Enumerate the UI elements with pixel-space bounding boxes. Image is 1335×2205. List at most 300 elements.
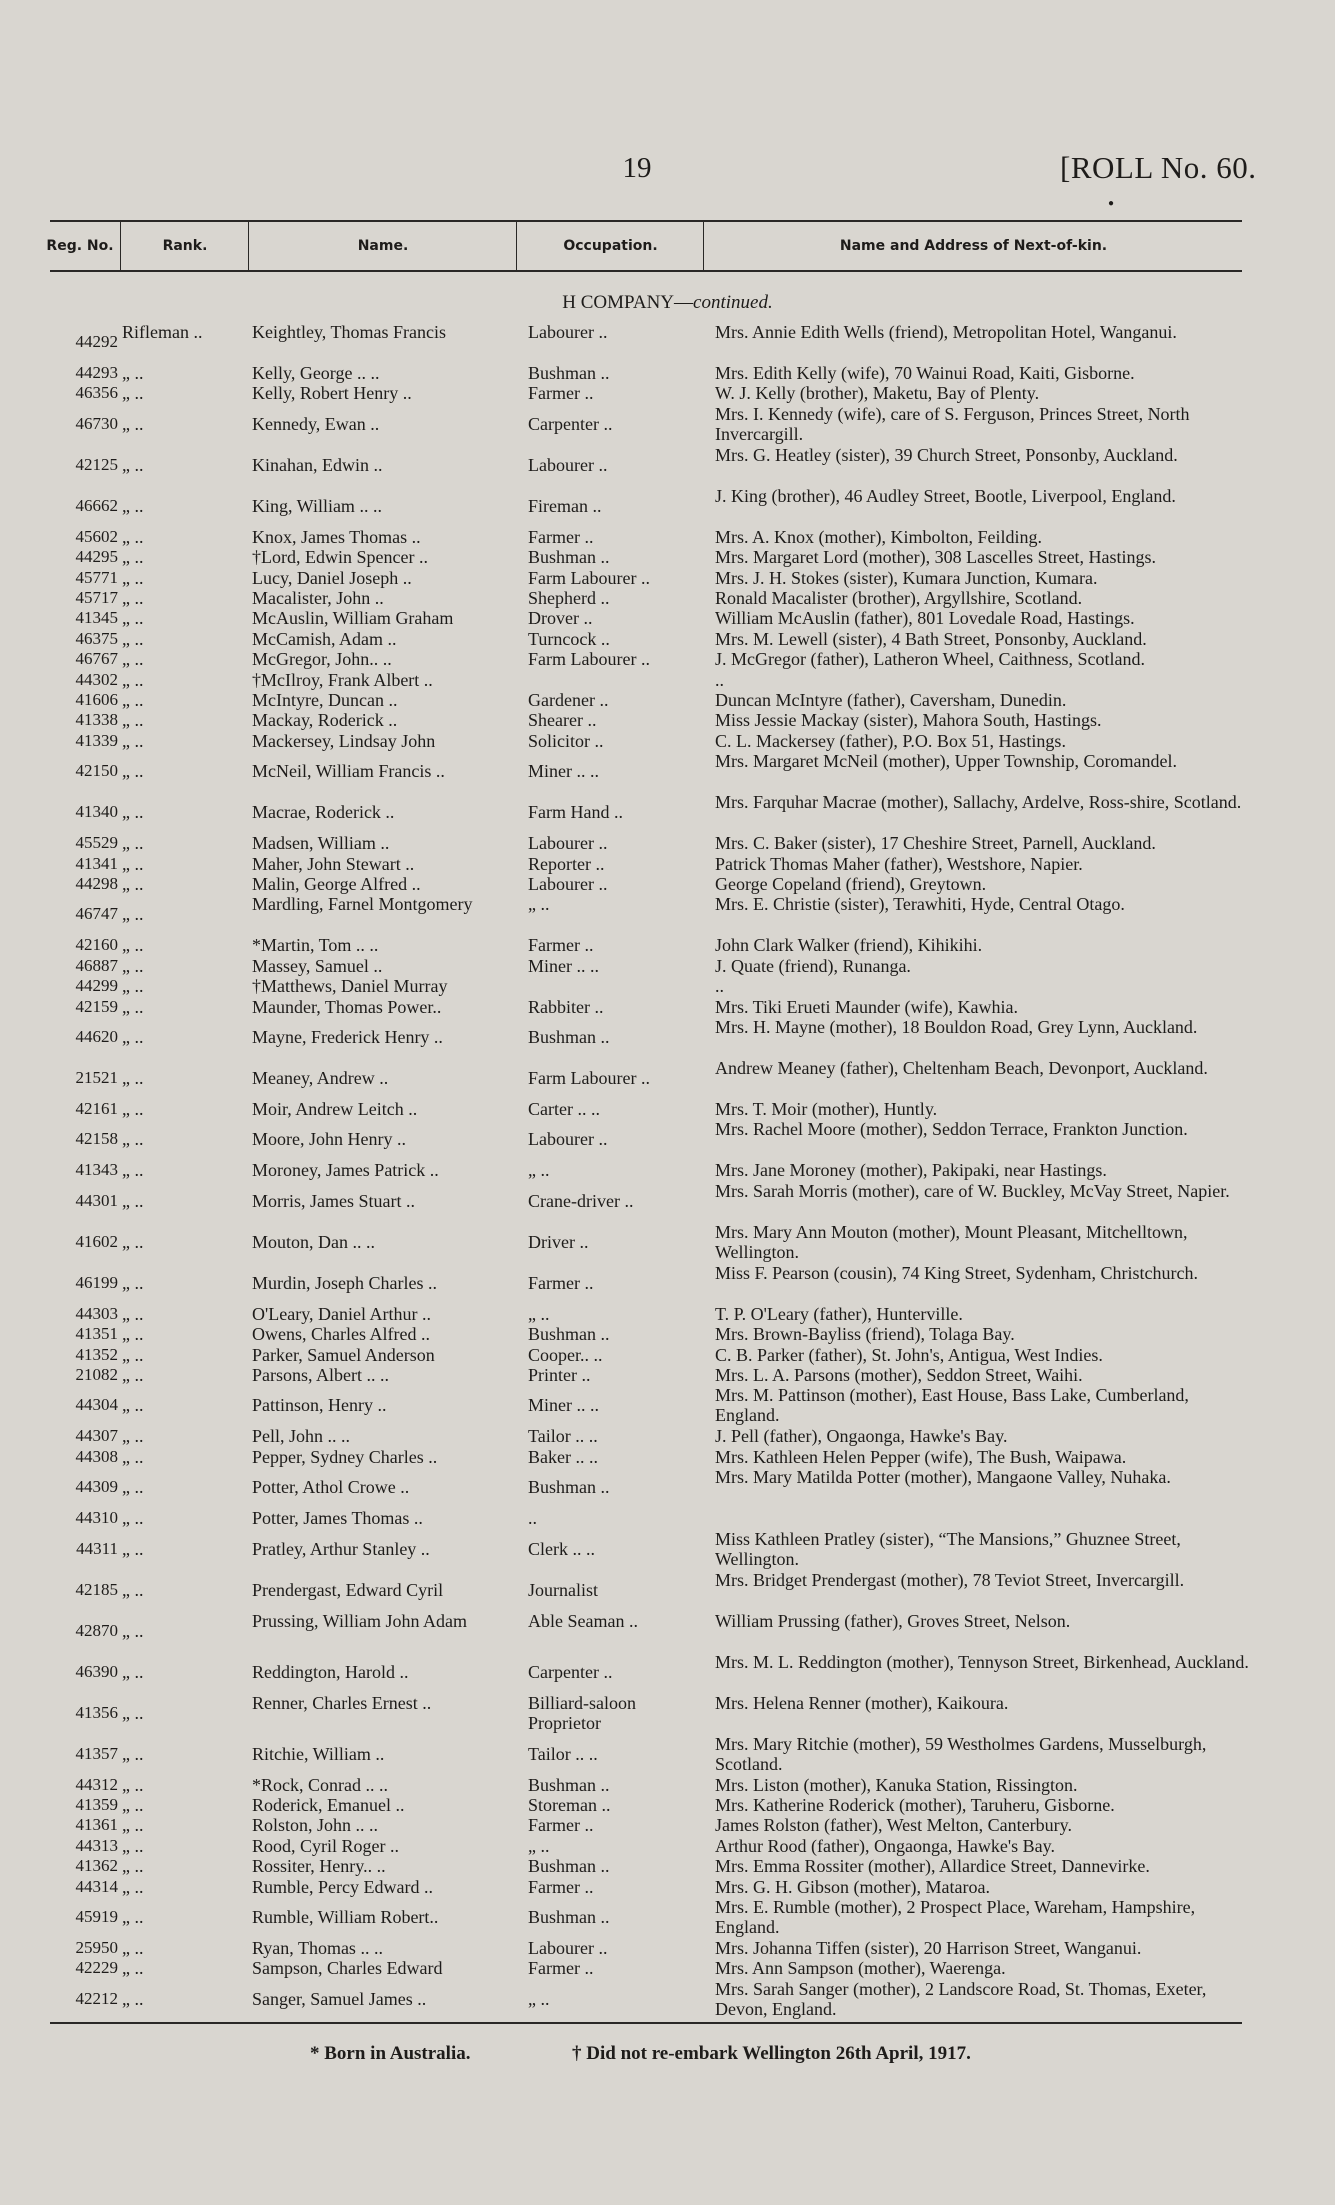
rank-cell: „ .. xyxy=(122,1395,144,1416)
occupation-cell: Bushman .. xyxy=(528,1774,610,1795)
occupation-cell: Farmer .. xyxy=(528,383,594,404)
name-cell: †Lord, Edwin Spencer .. xyxy=(252,547,428,568)
occupation-cell: Tailor .. .. xyxy=(528,1743,598,1764)
occupation-cell: „ .. xyxy=(528,894,550,915)
table-row xyxy=(0,670,1335,690)
occupation-cell: Tailor .. .. xyxy=(528,1426,598,1447)
table-row xyxy=(0,486,1335,527)
occupation-cell: Storeman .. xyxy=(528,1795,611,1815)
name-cell: Rood, Cyril Roger .. xyxy=(252,1835,399,1856)
next-of-kin-cell: Mrs. Farquhar Macrae (mother), Sallachy, Ardelve, Ross-shire, Scotland. xyxy=(715,792,1242,813)
reg-no-cell: 41340 xyxy=(75,802,118,822)
company-heading xyxy=(0,292,1335,314)
reg-no-cell: 46390 xyxy=(75,1661,118,1681)
reg-no-cell: 41357 xyxy=(75,1743,118,1763)
name-cell: Potter, Athol Crowe .. xyxy=(252,1477,410,1498)
next-of-kin-cell: William Prussing (father), Groves Street, Nelson. xyxy=(715,1610,1071,1631)
occupation-cell: Bushman .. xyxy=(528,1856,610,1877)
table-row xyxy=(0,1263,1335,1304)
next-of-kin-cell: Mrs. Sarah Morris (mother), care of W. Buckley, McVay Street, Napier. xyxy=(715,1180,1230,1201)
table-row xyxy=(0,1938,1335,1958)
table-row xyxy=(0,1979,1335,2020)
bottom-rule xyxy=(50,2022,1242,2024)
name-cell: Morris, James Stuart .. xyxy=(252,1190,415,1211)
reg-no-cell: 42159 xyxy=(75,996,118,1016)
name-cell: Prussing, William John Adam xyxy=(252,1610,467,1631)
reg-no-cell: 44311 xyxy=(76,1538,118,1558)
next-of-kin-cell: Mrs. Kathleen Helen Pepper (wife), The Bush, Waipawa. xyxy=(715,1446,1127,1467)
table-row xyxy=(0,588,1335,608)
reg-no-cell: 46199 xyxy=(75,1272,118,1292)
occupation-cell: Carpenter .. xyxy=(528,413,613,434)
next-of-kin-cell: Ronald Macalister (brother), Argyllshire, Scotland. xyxy=(715,588,1083,608)
rank-cell: „ .. xyxy=(122,649,144,670)
table-row xyxy=(0,568,1335,588)
next-of-kin-cell: Patrick Thomas Maher (father), Westshore, Napier. xyxy=(715,853,1083,874)
next-of-kin-cell: Mrs. A. Knox (mother), Kimbolton, Feilding. xyxy=(715,526,1042,547)
rank-cell: „ .. xyxy=(122,1774,144,1795)
table-row xyxy=(0,547,1335,567)
rank-cell: „ .. xyxy=(122,608,144,629)
occupation-cell: Farmer .. xyxy=(528,1272,594,1293)
table-row xyxy=(0,690,1335,710)
next-of-kin-cell: .. xyxy=(715,669,724,690)
rank-cell: „ .. xyxy=(122,1702,144,1723)
company-continued: continued. xyxy=(693,292,773,313)
rank-cell: „ .. xyxy=(122,383,144,404)
next-of-kin-cell: Mrs. Liston (mother), Kanuka Station, Rissington. xyxy=(715,1774,1078,1795)
rank-cell: „ .. xyxy=(122,1958,144,1979)
table-row xyxy=(0,1385,1335,1426)
name-cell: Sampson, Charles Edward xyxy=(252,1958,443,1979)
reg-no-cell: 45919 xyxy=(75,1907,118,1926)
occupation-cell: Able Seaman .. xyxy=(528,1610,638,1631)
table-row xyxy=(0,854,1335,874)
name-cell: Reddington, Harold .. xyxy=(252,1661,409,1682)
next-of-kin-cell: Mrs. Mary Ritchie (mother), 59 Westholmes Gardens, Musselburgh, Scotland. xyxy=(715,1733,1207,1774)
reg-no-cell: 44301 xyxy=(75,1190,118,1210)
next-of-kin-cell: C. L. Mackersey (father), P.O. Box 51, Hastings. xyxy=(715,730,1066,751)
table-row xyxy=(0,383,1335,403)
occupation-cell: Bushman .. xyxy=(528,363,610,383)
rank-cell: „ .. xyxy=(122,1815,144,1836)
rank-cell: „ .. xyxy=(122,1477,144,1498)
table-row xyxy=(0,894,1335,935)
table-row xyxy=(0,1365,1335,1385)
next-of-kin-cell: Mrs. J. H. Stokes (sister), Kumara Junction, Kumara. xyxy=(715,567,1098,588)
reg-no-cell: 41361 xyxy=(75,1815,118,1835)
occupation-cell: Carter .. .. xyxy=(528,1099,600,1119)
table-row xyxy=(0,1734,1335,1775)
next-of-kin-cell: Mrs. Helena Renner (mother), Kaikoura. xyxy=(715,1692,1009,1713)
next-of-kin-cell: William McAuslin (father), 801 Lovedale Road, Hastings. xyxy=(715,608,1135,629)
next-of-kin-cell: Mrs. Emma Rossiter (mother), Allardice Street, Dannevirke. xyxy=(715,1856,1150,1877)
name-cell: †McIlroy, Frank Albert .. xyxy=(252,669,433,690)
next-of-kin-cell: Mrs. M. L. Reddington (mother), Tennyson Street, Birkenhead, Auckland. xyxy=(715,1651,1249,1672)
table-row xyxy=(0,1877,1335,1897)
occupation-cell: Farmer .. xyxy=(528,526,594,547)
name-cell: Rumble, Percy Edward .. xyxy=(252,1876,433,1897)
occupation-cell: Turncock .. xyxy=(528,628,610,649)
reg-no-cell: 44314 xyxy=(75,1876,118,1896)
table-row xyxy=(0,1958,1335,1978)
name-cell: *Rock, Conrad .. .. xyxy=(252,1774,388,1795)
occupation-cell: Journalist xyxy=(528,1579,598,1600)
reg-no-cell: 45771 xyxy=(75,567,118,587)
rank-cell: „ .. xyxy=(122,1620,144,1641)
rank-cell: „ .. xyxy=(122,363,144,383)
reg-no-cell: 41356 xyxy=(75,1702,118,1722)
footnote-born-australia: * Born in Australia. xyxy=(310,2043,471,2064)
occupation-cell: Bushman .. xyxy=(528,1027,610,1047)
reg-no-cell: 46887 xyxy=(75,955,118,975)
next-of-kin-cell: Mrs. Sarah Sanger (mother), 2 Landscore Road, St. Thomas, Exeter, Devon, England. xyxy=(715,1978,1207,2019)
next-of-kin-cell: C. B. Parker (father), St. John's, Antigua, West Indies. xyxy=(715,1344,1103,1365)
table-row xyxy=(0,527,1335,547)
name-cell: Parker, Samuel Anderson xyxy=(252,1344,435,1365)
rank-cell: „ .. xyxy=(122,1795,144,1815)
table-row xyxy=(0,1652,1335,1693)
occupation-cell: Labourer .. xyxy=(528,454,608,475)
table-row xyxy=(0,1426,1335,1446)
reg-no-cell: 41352 xyxy=(75,1344,118,1364)
name-cell: Knox, James Thomas .. xyxy=(252,526,421,547)
name-cell: McCamish, Adam .. xyxy=(252,628,397,649)
rank-cell: „ .. xyxy=(122,1835,144,1856)
name-cell: Prendergast, Edward Cyril xyxy=(252,1579,444,1600)
reg-no-cell: 45529 xyxy=(75,833,118,853)
rank-cell: „ .. xyxy=(122,454,144,475)
reg-no-cell: 46375 xyxy=(75,628,118,648)
occupation-cell: Miner .. .. xyxy=(528,761,599,782)
reg-no-cell: 44309 xyxy=(75,1477,118,1497)
next-of-kin-cell: Mrs. Ann Sampson (mother), Waerenga. xyxy=(715,1958,1006,1979)
rank-cell: „ .. xyxy=(122,628,144,649)
page-number: 19 xyxy=(622,152,652,184)
occupation-cell: „ .. xyxy=(528,1303,550,1324)
table-row xyxy=(0,1304,1335,1324)
next-of-kin-cell: Mrs. M. Pattinson (mother), East House, Bass Lake, Cumberland, England. xyxy=(715,1385,1189,1426)
rank-cell: „ .. xyxy=(122,996,144,1017)
reg-no-cell: 44620 xyxy=(75,1027,118,1046)
table-row xyxy=(0,1324,1335,1344)
rank-cell: „ .. xyxy=(122,833,144,854)
rank-cell: „ .. xyxy=(122,955,144,976)
name-cell: Rumble, William Robert.. xyxy=(252,1907,439,1927)
next-of-kin-cell: Andrew Meaney (father), Cheltenham Beach, Devonport, Auckland. xyxy=(715,1058,1208,1078)
name-cell: McNeil, William Francis .. xyxy=(252,761,445,782)
reg-no-cell: 42150 xyxy=(75,761,118,781)
rank-cell: „ .. xyxy=(122,853,144,874)
reg-no-cell: 21082 xyxy=(75,1365,118,1384)
reg-no-cell: 44292 xyxy=(75,332,118,351)
name-cell: Roderick, Emanuel .. xyxy=(252,1795,405,1815)
header-reg-no: Reg. No. xyxy=(46,238,114,254)
table-row xyxy=(0,956,1335,976)
rank-cell: „ .. xyxy=(122,802,144,823)
name-cell: Owens, Charles Alfred .. xyxy=(252,1324,430,1345)
rank-cell: „ .. xyxy=(122,1876,144,1897)
print-mark: ● xyxy=(1108,198,1115,209)
reg-no-cell: 41606 xyxy=(75,690,118,709)
occupation-cell: Labourer .. xyxy=(528,322,608,342)
occupation-cell: Billiard-saloon Proprietor xyxy=(528,1692,636,1733)
name-cell: Potter, James Thomas .. xyxy=(252,1508,423,1529)
reg-no-cell: 41359 xyxy=(75,1795,118,1814)
reg-no-cell: 41351 xyxy=(75,1324,118,1344)
column-divider xyxy=(120,222,121,270)
next-of-kin-cell: George Copeland (friend), Greytown. xyxy=(715,874,987,894)
rank-cell: „ .. xyxy=(122,935,144,956)
reg-no-cell: 44293 xyxy=(75,363,118,382)
name-cell: McAuslin, William Graham xyxy=(252,608,454,629)
table-row xyxy=(0,997,1335,1017)
next-of-kin-cell: John Clark Walker (friend), Kihikihi. xyxy=(715,935,983,956)
rank-cell: „ .. xyxy=(122,1027,144,1047)
occupation-cell: Labourer .. xyxy=(528,1129,608,1150)
name-cell: Keightley, Thomas Francis xyxy=(252,322,446,342)
occupation-cell: „ .. xyxy=(528,1160,550,1181)
rank-cell: „ .. xyxy=(122,1160,144,1181)
reg-no-cell: 44304 xyxy=(75,1395,118,1415)
reg-no-cell: 42212 xyxy=(75,1988,118,2008)
reg-no-cell: 41602 xyxy=(75,1231,118,1251)
next-of-kin-cell: Mrs. Rachel Moore (mother), Seddon Terrace, Frankton Junction. xyxy=(715,1119,1188,1140)
table-row xyxy=(0,1570,1335,1611)
column-divider xyxy=(703,222,704,270)
occupation-cell: Drover .. xyxy=(528,608,593,629)
table-row xyxy=(0,1611,1335,1652)
reg-no-cell: 44312 xyxy=(75,1774,118,1794)
next-of-kin-cell: Mrs. E. Rumble (mother), 2 Prospect Place, Wareham, Hampshire, England. xyxy=(715,1897,1196,1937)
reg-no-cell: 42229 xyxy=(75,1958,118,1978)
table-row xyxy=(0,1119,1335,1160)
occupation-cell: Cooper.. .. xyxy=(528,1344,603,1365)
occupation-cell: Labourer .. xyxy=(528,833,608,854)
occupation-cell: Farm Labourer .. xyxy=(528,649,650,670)
rank-cell: „ .. xyxy=(122,1129,144,1150)
name-cell: Ryan, Thomas .. .. xyxy=(252,1938,383,1958)
table-row xyxy=(0,1693,1335,1734)
occupation-cell: Printer .. xyxy=(528,1365,591,1385)
occupation-cell: Solicitor .. xyxy=(528,730,604,751)
reg-no-cell: 41339 xyxy=(75,730,118,750)
next-of-kin-cell: Mrs. Mary Ann Mouton (mother), Mount Pleasant, Mitchelltown, Wellington. xyxy=(715,1221,1188,1262)
rank-cell: „ .. xyxy=(122,413,144,434)
table-row xyxy=(0,363,1335,383)
table-row xyxy=(0,1467,1335,1508)
name-cell: Sanger, Samuel James .. xyxy=(252,1988,427,2009)
name-cell: Malin, George Alfred .. xyxy=(252,874,421,894)
header-name: Name. xyxy=(357,238,409,254)
table-row xyxy=(0,792,1335,833)
reg-no-cell: 41341 xyxy=(75,853,118,873)
table-row xyxy=(0,1222,1335,1263)
name-cell: Rolston, John .. .. xyxy=(252,1815,379,1836)
rank-cell: „ .. xyxy=(122,1661,144,1682)
name-cell: *Martin, Tom .. .. xyxy=(252,935,379,956)
occupation-cell: Shepherd .. xyxy=(528,588,610,608)
name-cell: Moroney, James Patrick .. xyxy=(252,1160,439,1181)
occupation-cell: Farm Labourer .. xyxy=(528,567,650,588)
roll-number: [ROLL No. 60. xyxy=(1060,150,1257,185)
occupation-cell: Bushman .. xyxy=(528,547,610,568)
rank-cell: „ .. xyxy=(122,669,144,690)
next-of-kin-cell: .. xyxy=(715,976,724,997)
rank-cell: Rifleman .. xyxy=(122,322,203,342)
header-next-of-kin: Name and Address of Next-of-kin. xyxy=(839,238,1108,254)
occupation-cell: Fireman .. xyxy=(528,495,602,516)
reg-no-cell: 46356 xyxy=(75,383,118,403)
name-cell: Rossiter, Henry.. .. xyxy=(252,1856,386,1877)
next-of-kin-cell: Mrs. Mary Matilda Potter (mother), Mangaone Valley, Nuhaka. xyxy=(715,1467,1171,1488)
name-cell: Maher, John Stewart .. xyxy=(252,853,415,874)
name-cell: Mardling, Farnel Montgomery xyxy=(252,894,473,915)
name-cell: †Matthews, Daniel Murray xyxy=(252,976,448,997)
header-rule-bottom xyxy=(50,270,1242,272)
next-of-kin-cell: Mrs. L. A. Parsons (mother), Seddon Street, Waihi. xyxy=(715,1365,1083,1385)
next-of-kin-cell: Mrs. Edith Kelly (wife), 70 Wainui Road, Kaiti, Gisborne. xyxy=(715,363,1135,383)
rank-cell: „ .. xyxy=(122,1579,144,1600)
next-of-kin-cell: Mrs. H. Mayne (mother), 18 Bouldon Road, Grey Lynn, Auckland. xyxy=(715,1017,1198,1037)
next-of-kin-cell: Miss F. Pearson (cousin), 74 King Street, Sydenham, Christchurch. xyxy=(715,1262,1199,1283)
rank-cell: „ .. xyxy=(122,1938,144,1958)
next-of-kin-cell: Mrs. G. H. Gibson (mother), Mataroa. xyxy=(715,1876,990,1897)
table-row xyxy=(0,322,1335,363)
rank-cell: „ .. xyxy=(122,495,144,516)
next-of-kin-cell: Mrs. Johanna Tiffen (sister), 20 Harrison Street, Wanganui. xyxy=(715,1938,1142,1958)
next-of-kin-cell: Miss Jessie Mackay (sister), Mahora South, Hastings. xyxy=(715,710,1102,731)
rank-cell: „ .. xyxy=(122,710,144,731)
name-cell: Massey, Samuel .. xyxy=(252,955,383,976)
occupation-cell: .. xyxy=(528,1508,537,1529)
column-divider xyxy=(248,222,249,270)
name-cell: Ritchie, William .. xyxy=(252,1743,385,1764)
reg-no-cell: 44298 xyxy=(75,874,118,893)
next-of-kin-cell: Mrs. T. Moir (mother), Huntly. xyxy=(715,1099,938,1119)
next-of-kin-cell: Mrs. I. Kennedy (wife), care of S. Ferguson, Princes Street, North Invercargill. xyxy=(715,403,1190,444)
table-row xyxy=(0,1017,1335,1058)
occupation-cell: „ .. xyxy=(528,1835,550,1856)
rank-cell: „ .. xyxy=(122,1365,144,1385)
reg-no-cell: 44308 xyxy=(75,1446,118,1466)
name-cell: Parsons, Albert .. .. xyxy=(252,1365,389,1385)
next-of-kin-cell: W. J. Kelly (brother), Maketu, Bay of Plenty. xyxy=(715,383,1040,404)
name-cell: Lucy, Daniel Joseph .. xyxy=(252,567,412,588)
table-row xyxy=(0,445,1335,486)
name-cell: Pell, John .. .. xyxy=(252,1426,351,1447)
occupation-cell: Bushman .. xyxy=(528,1324,610,1345)
rank-cell: „ .. xyxy=(122,976,144,997)
table-row xyxy=(0,1856,1335,1876)
table-row xyxy=(0,1160,1335,1180)
occupation-cell: Farm Hand .. xyxy=(528,802,623,823)
rank-cell: „ .. xyxy=(122,547,144,568)
rank-cell: „ .. xyxy=(122,1988,144,2009)
occupation-cell: Reporter .. xyxy=(528,853,605,874)
occupation-cell: Farmer .. xyxy=(528,1958,594,1979)
reg-no-cell: 45717 xyxy=(75,588,118,607)
table-row xyxy=(0,710,1335,730)
occupation-cell: Miner .. .. xyxy=(528,1395,599,1416)
table-row xyxy=(0,1897,1335,1938)
table-row xyxy=(0,751,1335,792)
footnote-not-reembark: † Did not re-embark Wellington 26th April, 1917. xyxy=(572,2043,971,2064)
next-of-kin-cell: Mrs. Tiki Erueti Maunder (wife), Kawhia. xyxy=(715,996,1018,1017)
name-cell: Macrae, Roderick .. xyxy=(252,802,395,823)
next-of-kin-cell: Arthur Rood (father), Ongaonga, Hawke's Bay. xyxy=(715,1835,1055,1856)
name-cell: Moore, John Henry .. xyxy=(252,1129,406,1150)
reg-no-cell: 46767 xyxy=(75,649,118,669)
reg-no-cell: 44302 xyxy=(75,669,118,689)
occupation-cell: Crane-driver .. xyxy=(528,1190,634,1211)
next-of-kin-cell: Duncan McIntyre (father), Caversham, Dunedin. xyxy=(715,690,1067,710)
name-cell: Moir, Andrew Leitch .. xyxy=(252,1099,418,1119)
name-cell: Madsen, William .. xyxy=(252,833,390,854)
column-divider xyxy=(516,222,517,270)
occupation-cell: Farmer .. xyxy=(528,1876,594,1897)
table-row xyxy=(0,1775,1335,1795)
next-of-kin-cell: Miss Kathleen Pratley (sister), “The Mansions,” Ghuznee Street, Wellington. xyxy=(715,1528,1181,1569)
rank-cell: „ .. xyxy=(122,1068,144,1088)
name-cell: Maunder, Thomas Power.. xyxy=(252,996,442,1017)
rank-cell: „ .. xyxy=(122,761,144,782)
occupation-cell: Baker .. .. xyxy=(528,1446,598,1467)
name-cell: O'Leary, Daniel Arthur .. xyxy=(252,1303,432,1324)
name-cell: Pattinson, Henry .. xyxy=(252,1395,387,1416)
occupation-cell: Labourer .. xyxy=(528,1938,608,1958)
next-of-kin-cell: Mrs. Brown-Bayliss (friend), Tolaga Bay. xyxy=(715,1324,1015,1345)
table-row xyxy=(0,404,1335,445)
name-cell: Renner, Charles Ernest .. xyxy=(252,1692,432,1713)
reg-no-cell: 44313 xyxy=(75,1835,118,1855)
table-row xyxy=(0,1058,1335,1099)
next-of-kin-cell: T. P. O'Leary (father), Hunterville. xyxy=(715,1303,963,1324)
table-row xyxy=(0,874,1335,894)
table-row xyxy=(0,1508,1335,1528)
rank-cell: „ .. xyxy=(122,1743,144,1764)
next-of-kin-cell: J. Pell (father), Ongaonga, Hawke's Bay. xyxy=(715,1426,1008,1447)
name-cell: King, William .. .. xyxy=(252,495,382,516)
occupation-cell: Driver .. xyxy=(528,1231,589,1252)
rank-cell: „ .. xyxy=(122,588,144,608)
table-row xyxy=(0,1181,1335,1222)
reg-no-cell: 45602 xyxy=(75,526,118,546)
rank-cell: „ .. xyxy=(122,1446,144,1467)
rank-cell: „ .. xyxy=(122,1508,144,1529)
rank-cell: „ .. xyxy=(122,1324,144,1345)
occupation-cell: Rabbiter .. xyxy=(528,996,604,1017)
name-cell: Kelly, Robert Henry .. xyxy=(252,383,412,404)
name-cell: Kelly, George .. .. xyxy=(252,363,380,383)
reg-no-cell: 46662 xyxy=(75,495,118,515)
reg-no-cell: 42185 xyxy=(75,1579,118,1599)
rank-cell: „ .. xyxy=(122,1272,144,1293)
table-row xyxy=(0,833,1335,853)
reg-no-cell: 44310 xyxy=(75,1508,118,1528)
table-row xyxy=(0,976,1335,996)
reg-no-cell: 42125 xyxy=(75,454,118,474)
next-of-kin-cell: Mrs. E. Christie (sister), Terawhiti, Hyde, Central Otago. xyxy=(715,894,1125,915)
occupation-cell: Clerk .. .. xyxy=(528,1538,595,1559)
rank-cell: „ .. xyxy=(122,1190,144,1211)
name-cell: Mouton, Dan .. .. xyxy=(252,1231,375,1252)
occupation-cell: Gardener .. xyxy=(528,690,609,710)
reg-no-cell: 46747 xyxy=(75,904,118,924)
next-of-kin-cell: Mrs. Margaret McNeil (mother), Upper Township, Coromandel. xyxy=(715,751,1177,772)
occupation-cell: Bushman .. xyxy=(528,1907,610,1927)
table-row xyxy=(0,1447,1335,1467)
